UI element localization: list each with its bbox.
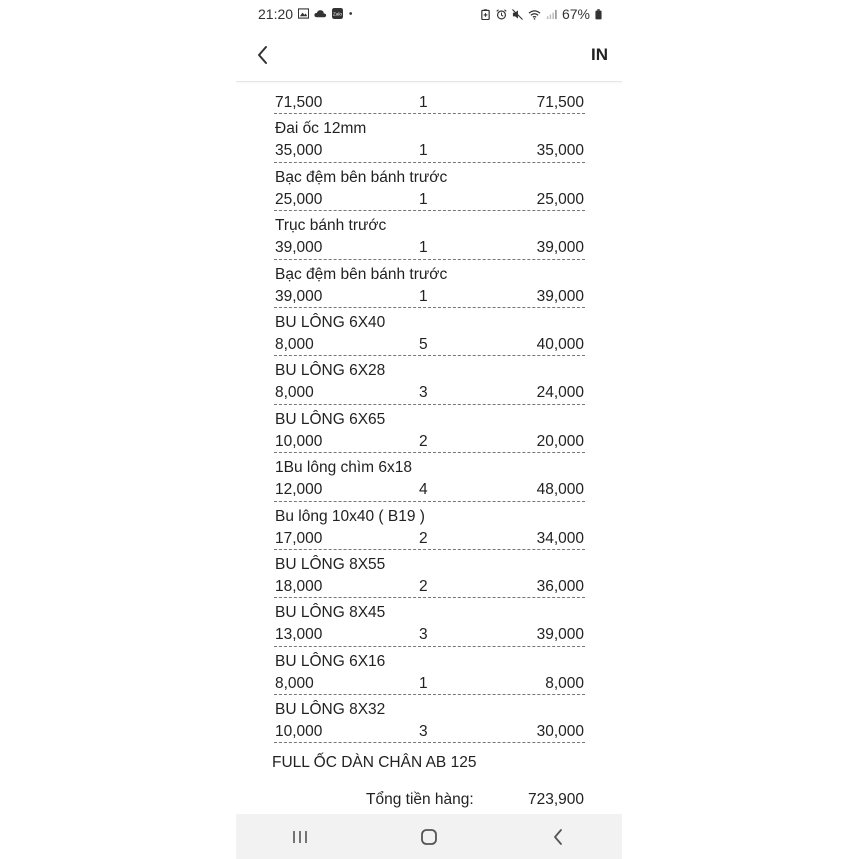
item-row	[274, 163, 585, 211]
item-qty: 1	[419, 190, 428, 208]
battery-percent: 67%	[561, 6, 590, 22]
mute-icon	[512, 9, 523, 20]
item-price: 8,000	[275, 335, 314, 353]
status-right-icons	[480, 6, 602, 22]
item-price: 17,000	[275, 529, 323, 547]
item-name: Bạc đệm bên bánh trước	[275, 168, 448, 186]
print-button[interactable]: IN	[591, 45, 608, 64]
item-row	[274, 356, 585, 404]
item-name: BU LÔNG 6X65	[275, 410, 386, 428]
item-list	[274, 82, 585, 743]
status-bar	[236, 0, 622, 30]
item-total: 36,000	[536, 577, 584, 595]
item-qty: 1	[419, 142, 428, 160]
app-bar	[236, 30, 622, 82]
item-qty: 2	[419, 529, 428, 547]
item-total: 39,000	[536, 239, 584, 257]
battery-saver-icon	[480, 9, 491, 20]
item-price: 39,000	[275, 239, 323, 257]
item-row	[274, 550, 585, 598]
item-total: 8,000	[545, 674, 584, 692]
item-qty: 5	[419, 335, 428, 353]
item-name: Trục bánh trước	[275, 217, 387, 235]
item-price: 8,000	[275, 384, 314, 402]
item-qty: 1	[419, 674, 428, 692]
item-price: 35,000	[275, 142, 323, 160]
item-total: 35,000	[536, 142, 584, 160]
image-icon	[298, 8, 309, 19]
item-name: BU LÔNG 6X16	[275, 652, 386, 670]
home-icon	[420, 828, 438, 846]
item-total: 24,000	[536, 384, 584, 402]
item-total: 71,500	[536, 94, 584, 111]
item-total: 20,000	[536, 432, 584, 450]
item-total: 25,000	[536, 190, 584, 208]
item-total: 34,000	[536, 529, 584, 547]
item-row	[274, 405, 585, 453]
item-row	[274, 695, 585, 743]
item-name: BU LÔNG 6X28	[275, 362, 386, 380]
item-name: BU LÔNG 8X32	[275, 701, 386, 719]
item-price: 39,000	[275, 287, 323, 305]
system-back-button[interactable]	[538, 822, 578, 852]
item-name: Bạc đệm bên bánh trước	[275, 265, 448, 283]
item-qty: 3	[419, 723, 428, 741]
item-qty: 1	[419, 239, 428, 257]
item-total: 40,000	[536, 335, 584, 353]
item-price: 8,000	[275, 674, 314, 692]
item-qty: 2	[419, 577, 428, 595]
alarm-icon	[496, 9, 507, 20]
item-row	[274, 260, 585, 308]
chevron-left-icon	[252, 44, 274, 66]
invoice-content[interactable]	[236, 82, 622, 814]
svg-text:Zalo: Zalo	[333, 11, 342, 17]
status-left-icons	[298, 8, 356, 19]
phone-screen	[236, 0, 622, 859]
recent-apps-button[interactable]	[280, 822, 320, 852]
order-note: FULL ỐC DÀN CHÂN AB 125	[272, 754, 477, 771]
item-row	[274, 82, 585, 114]
item-name: BU LÔNG 8X55	[275, 555, 386, 573]
item-price: 12,000	[275, 481, 323, 499]
item-total: 39,000	[536, 287, 584, 305]
item-row	[274, 502, 585, 550]
item-qty: 3	[419, 384, 428, 402]
item-name: Đai ốc 12mm	[275, 120, 367, 138]
item-name: Bu lông 10x40 ( B19 )	[275, 507, 425, 525]
item-price: 10,000	[275, 432, 323, 450]
back-icon	[551, 828, 565, 846]
item-name: 1Bu lông chìm 6x18	[275, 459, 413, 477]
item-price: 18,000	[275, 577, 323, 595]
item-qty: 3	[419, 626, 428, 644]
back-button[interactable]	[252, 44, 274, 66]
item-qty: 4	[419, 481, 428, 499]
item-row	[274, 647, 585, 695]
item-price: 10,000	[275, 723, 323, 741]
wifi-icon	[528, 9, 541, 20]
home-button[interactable]	[409, 822, 449, 852]
item-row	[274, 211, 585, 259]
item-name: BU LÔNG 6X40	[275, 313, 386, 331]
item-total: 30,000	[536, 723, 584, 741]
battery-icon	[595, 9, 602, 20]
status-time: 21:20	[258, 6, 294, 22]
item-qty: 1	[419, 287, 428, 305]
total-value: 723,900	[527, 791, 584, 808]
item-price: 25,000	[275, 190, 323, 208]
zalo-icon	[332, 8, 343, 19]
item-qty: 2	[419, 432, 428, 450]
cloud-icon	[314, 8, 327, 19]
item-row	[274, 308, 585, 356]
recent-apps-icon	[291, 829, 309, 845]
item-qty: 1	[419, 94, 428, 111]
signal-icon	[546, 9, 557, 20]
item-total: 39,000	[536, 626, 584, 644]
item-price: 71,500	[275, 94, 323, 111]
item-name: BU LÔNG 8X45	[275, 604, 386, 622]
item-row	[274, 114, 585, 162]
dot-icon	[348, 8, 356, 19]
item-total: 48,000	[536, 481, 584, 499]
item-row	[274, 453, 585, 501]
item-row	[274, 598, 585, 646]
total-label: Tổng tiền hàng:	[366, 791, 474, 808]
navigation-bar	[236, 814, 622, 859]
item-price: 13,000	[275, 626, 323, 644]
